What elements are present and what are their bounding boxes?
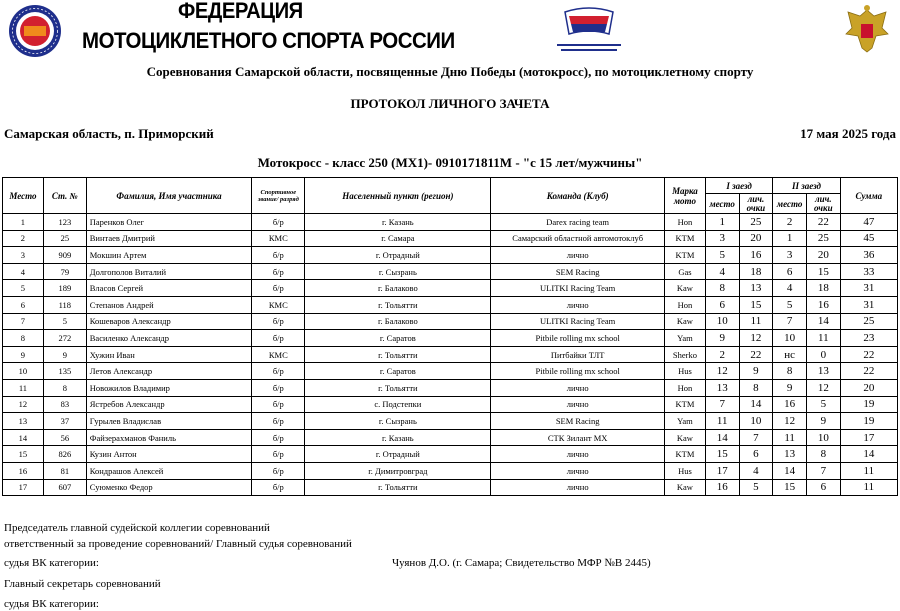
cell-race2-points: 15: [806, 263, 840, 280]
cell-start-number: 79: [43, 263, 86, 280]
cell-race1-points: 7: [739, 429, 773, 446]
cell-rank: б/р: [252, 247, 305, 264]
cell-race1-place: 9: [705, 330, 739, 347]
cell-race1-points: 20: [739, 230, 773, 247]
cell-moto-brand: Sherko: [665, 346, 706, 363]
cell-start-number: 37: [43, 413, 86, 430]
cell-race1-points: 18: [739, 263, 773, 280]
cell-team: Pitbile rolling mx school: [491, 330, 665, 347]
cell-place: 4: [3, 263, 44, 280]
cell-race2-points: 6: [806, 479, 840, 496]
cell-place: 1: [3, 214, 44, 231]
cell-race2-place: 11: [773, 429, 807, 446]
cell-total: 11: [840, 479, 897, 496]
table-row: [3, 479, 898, 496]
cell-team: лично: [491, 396, 665, 413]
cell-race1-points: 22: [739, 346, 773, 363]
cell-moto-brand: Hon: [665, 379, 706, 396]
federation-title-line1: ФЕДЕРАЦИЯ: [178, 0, 303, 23]
cell-city: г. Тольятти: [305, 379, 491, 396]
cell-total: 22: [840, 363, 897, 380]
cell-race1-points: 4: [739, 462, 773, 479]
cell-total: 36: [840, 247, 897, 264]
cell-total: 31: [840, 280, 897, 297]
table-row: [3, 330, 898, 347]
cell-place: 17: [3, 479, 44, 496]
cell-total: 45: [840, 230, 897, 247]
cell-start-number: 5: [43, 313, 86, 330]
coat-of-arms: [842, 2, 892, 56]
cell-place: 7: [3, 313, 44, 330]
cell-race2-place: 10: [773, 330, 807, 347]
cell-rank: б/р: [252, 263, 305, 280]
header-number: Ст. №: [43, 178, 86, 214]
cell-race2-place: 5: [773, 296, 807, 313]
cell-total: 23: [840, 330, 897, 347]
header-city: Населенный пункт (регион): [305, 178, 491, 214]
cell-race2-place: 12: [773, 413, 807, 430]
cell-race1-place: 4: [705, 263, 739, 280]
event-location: Самарская область, п. Приморский: [4, 126, 214, 141]
cell-start-number: 9: [43, 346, 86, 363]
results-table: [2, 177, 898, 496]
cell-team: ULITKI Racing Team: [491, 313, 665, 330]
cell-rank: КМС: [252, 230, 305, 247]
cell-rider-name: Паренков Олег: [86, 214, 252, 231]
cell-race1-place: 3: [705, 230, 739, 247]
cell-rider-name: Власов Сергей: [86, 280, 252, 297]
cell-team: лично: [491, 446, 665, 463]
header-race1-points: лич. очки: [739, 194, 773, 214]
cell-race2-place: 14: [773, 462, 807, 479]
mfr-logo: [4, 4, 66, 58]
header-place: Место: [3, 178, 44, 214]
table-row: [3, 313, 898, 330]
cell-rider-name: Файзерахманов Фаниль: [86, 429, 252, 446]
table-row: [3, 462, 898, 479]
mfr-round-emblem-icon: [4, 4, 66, 58]
cell-race1-place: 5: [705, 247, 739, 264]
header-rank: Спортивное звание/ разряд: [252, 178, 305, 214]
cell-place: 3: [3, 247, 44, 264]
cell-race2-points: 11: [806, 330, 840, 347]
cell-start-number: 272: [43, 330, 86, 347]
federation-title-line2: МОТОЦИКЛЕТНОГО СПОРТА РОССИИ: [82, 28, 455, 53]
cell-race2-points: 13: [806, 363, 840, 380]
cell-start-number: 189: [43, 280, 86, 297]
cell-rank: б/р: [252, 446, 305, 463]
cell-start-number: 8: [43, 379, 86, 396]
cell-city: г. Тольятти: [305, 479, 491, 496]
cell-race2-place: 7: [773, 313, 807, 330]
cell-rider-name: Винтаев Дмитрий: [86, 230, 252, 247]
cell-place: 6: [3, 296, 44, 313]
cell-race2-place: 8: [773, 363, 807, 380]
cell-rider-name: Летов Александр: [86, 363, 252, 380]
cell-race2-points: 25: [806, 230, 840, 247]
cell-race1-place: 11: [705, 413, 739, 430]
cell-moto-brand: Kaw: [665, 429, 706, 446]
cell-race2-points: 22: [806, 214, 840, 231]
cell-city: г. Самара: [305, 230, 491, 247]
cell-city: г. Саратов: [305, 330, 491, 347]
cell-race1-place: 2: [705, 346, 739, 363]
header-team: Команда (Клуб): [491, 178, 665, 214]
cell-total: 19: [840, 413, 897, 430]
protocol-title: ПРОТОКОЛ ЛИЧНОГО ЗАЧЕТА: [350, 96, 550, 111]
cell-place: 16: [3, 462, 44, 479]
cell-race1-place: 6: [705, 296, 739, 313]
cell-race2-points: 18: [806, 280, 840, 297]
table-row: [3, 296, 898, 313]
cell-team: лично: [491, 247, 665, 264]
cell-rider-name: Кузин Антон: [86, 446, 252, 463]
cell-city: с. Подстепки: [305, 396, 491, 413]
cell-place: 13: [3, 413, 44, 430]
cell-total: 47: [840, 214, 897, 231]
footer-secretary: Главный секретарь соревнований: [4, 578, 161, 590]
cell-start-number: 118: [43, 296, 86, 313]
cell-race1-place: 1: [705, 214, 739, 231]
table-row: [3, 214, 898, 231]
cell-team: ULITKI Racing Team: [491, 280, 665, 297]
table-row: [3, 446, 898, 463]
cell-moto-brand: Kaw: [665, 479, 706, 496]
chief-judge-name: Чуянов Д.О. (г. Самара; Свидетельство МФР №В 2445): [392, 557, 651, 569]
cell-place: 12: [3, 396, 44, 413]
cell-place: 5: [3, 280, 44, 297]
header-race2-place: место: [773, 194, 807, 214]
cell-rank: б/р: [252, 214, 305, 231]
cell-race2-points: 16: [806, 296, 840, 313]
cell-city: г. Тольятти: [305, 346, 491, 363]
table-row: [3, 413, 898, 430]
cell-start-number: 135: [43, 363, 86, 380]
cell-place: 9: [3, 346, 44, 363]
footer-judge-category: судья ВК категории:: [4, 557, 99, 569]
cell-city: г. Саратов: [305, 363, 491, 380]
cell-team: лично: [491, 479, 665, 496]
cell-start-number: 56: [43, 429, 86, 446]
fmsso-emblem-icon: [545, 4, 633, 60]
cell-rank: КМС: [252, 296, 305, 313]
cell-team: Питбайки ТЛТ: [491, 346, 665, 363]
cell-race1-place: 12: [705, 363, 739, 380]
cell-race1-points: 10: [739, 413, 773, 430]
cell-city: г. Отрадный: [305, 247, 491, 264]
cell-team: Самарский областной автомотоклуб: [491, 230, 665, 247]
cell-city: г. Казань: [305, 214, 491, 231]
cell-race1-place: 14: [705, 429, 739, 446]
cell-moto-brand: KTM: [665, 446, 706, 463]
cell-start-number: 607: [43, 479, 86, 496]
table-row: [3, 230, 898, 247]
cell-moto-brand: KTM: [665, 230, 706, 247]
cell-rider-name: Ястребов Александр: [86, 396, 252, 413]
cell-city: г. Казань: [305, 429, 491, 446]
header-race1: I заезд: [705, 178, 772, 194]
cell-race2-place: 13: [773, 446, 807, 463]
footer-chief-judge-role: ответственный за проведение соревнований/ Главный судья соревнований: [4, 538, 352, 550]
russian-eagle-coat-of-arms-icon: [842, 2, 892, 56]
cell-rank: б/р: [252, 413, 305, 430]
cell-race1-points: 12: [739, 330, 773, 347]
cell-moto-brand: Yam: [665, 330, 706, 347]
cell-race2-place: 1: [773, 230, 807, 247]
cell-rank: КМС: [252, 346, 305, 363]
cell-start-number: 83: [43, 396, 86, 413]
cell-rider-name: Василенко Александр: [86, 330, 252, 347]
cell-total: 11: [840, 462, 897, 479]
cell-race2-place: 9: [773, 379, 807, 396]
cell-total: 19: [840, 396, 897, 413]
header-moto: Марка мото: [665, 178, 706, 214]
cell-team: лично: [491, 296, 665, 313]
cell-race2-place: 4: [773, 280, 807, 297]
cell-city: г. Балаково: [305, 313, 491, 330]
cell-total: 20: [840, 379, 897, 396]
cell-city: г. Димитровград: [305, 462, 491, 479]
cell-race1-points: 6: [739, 446, 773, 463]
header-sum: Сумма: [840, 178, 897, 214]
cell-race2-points: 10: [806, 429, 840, 446]
cell-race1-place: 15: [705, 446, 739, 463]
cell-rank: б/р: [252, 429, 305, 446]
cell-race2-place: 2: [773, 214, 807, 231]
cell-total: 14: [840, 446, 897, 463]
footer-chairman: Председатель главной судейской коллегии соревнований: [4, 522, 270, 534]
cell-total: 25: [840, 313, 897, 330]
table-row: [3, 263, 898, 280]
cell-moto-brand: Gas: [665, 263, 706, 280]
cell-rank: б/р: [252, 313, 305, 330]
cell-race1-points: 14: [739, 396, 773, 413]
cell-race2-points: 0: [806, 346, 840, 363]
cell-moto-brand: Hon: [665, 214, 706, 231]
cell-race2-points: 9: [806, 413, 840, 430]
cell-race1-points: 8: [739, 379, 773, 396]
cell-rider-name: Мокшин Артем: [86, 247, 252, 264]
cell-team: SEM Racing: [491, 263, 665, 280]
cell-start-number: 123: [43, 214, 86, 231]
cell-rank: б/р: [252, 379, 305, 396]
table-row: [3, 396, 898, 413]
cell-total: 33: [840, 263, 897, 280]
cell-team: SEM Racing: [491, 413, 665, 430]
table-row: [3, 247, 898, 264]
cell-race1-place: 7: [705, 396, 739, 413]
cell-rider-name: Суюменко Федор: [86, 479, 252, 496]
cell-rider-name: Степанов Андрей: [86, 296, 252, 313]
cell-race2-points: 20: [806, 247, 840, 264]
cell-start-number: 826: [43, 446, 86, 463]
cell-rank: б/р: [252, 396, 305, 413]
cell-race1-points: 16: [739, 247, 773, 264]
cell-start-number: 909: [43, 247, 86, 264]
cell-rider-name: Новожилов Владимир: [86, 379, 252, 396]
cell-moto-brand: Hus: [665, 363, 706, 380]
cell-team: Darex racing team: [491, 214, 665, 231]
header-race2-points: лич. очки: [806, 194, 840, 214]
cell-rider-name: Кондрашов Алексей: [86, 462, 252, 479]
footer-secretary-category: судья ВК категории:: [4, 598, 99, 610]
cell-race2-points: 8: [806, 446, 840, 463]
cell-rank: б/р: [252, 330, 305, 347]
cell-race2-points: 14: [806, 313, 840, 330]
cell-start-number: 81: [43, 462, 86, 479]
cell-city: г. Балаково: [305, 280, 491, 297]
cell-moto-brand: KTM: [665, 247, 706, 264]
cell-race1-points: 11: [739, 313, 773, 330]
cell-race1-points: 13: [739, 280, 773, 297]
cell-moto-brand: Hus: [665, 462, 706, 479]
cell-race1-place: 13: [705, 379, 739, 396]
cell-race1-points: 9: [739, 363, 773, 380]
cell-place: 8: [3, 330, 44, 347]
fmsso-logo: [545, 4, 633, 60]
cell-place: 15: [3, 446, 44, 463]
cell-place: 14: [3, 429, 44, 446]
cell-race1-points: 25: [739, 214, 773, 231]
cell-rider-name: Хужин Иван: [86, 346, 252, 363]
cell-moto-brand: KTM: [665, 396, 706, 413]
header-race1-place: место: [705, 194, 739, 214]
cell-race2-points: 12: [806, 379, 840, 396]
competition-title: Соревнования Самарской области, посвященные Дню Победы (мотокросс), по мотоциклетному спорту: [146, 64, 754, 79]
header-race2: II заезд: [773, 178, 840, 194]
table-row: [3, 429, 898, 446]
cell-moto-brand: Kaw: [665, 280, 706, 297]
cell-moto-brand: Yam: [665, 413, 706, 430]
cell-place: 2: [3, 230, 44, 247]
cell-city: г. Сызрань: [305, 263, 491, 280]
cell-race1-place: 10: [705, 313, 739, 330]
cell-race2-place: 3: [773, 247, 807, 264]
cell-race2-place: 6: [773, 263, 807, 280]
cell-total: 17: [840, 429, 897, 446]
table-row: [3, 346, 898, 363]
cell-rank: б/р: [252, 462, 305, 479]
cell-place: 11: [3, 379, 44, 396]
cell-race2-place: 15: [773, 479, 807, 496]
table-row: [3, 280, 898, 297]
cell-rider-name: Гурылев Владислав: [86, 413, 252, 430]
cell-moto-brand: Kaw: [665, 313, 706, 330]
table-row: [3, 363, 898, 380]
cell-race1-place: 17: [705, 462, 739, 479]
cell-race1-place: 16: [705, 479, 739, 496]
cell-city: г. Тольятти: [305, 296, 491, 313]
cell-total: 22: [840, 346, 897, 363]
cell-moto-brand: Hon: [665, 296, 706, 313]
cell-team: Pitbile rolling mx school: [491, 363, 665, 380]
header-name: Фамилия, Имя участника: [86, 178, 252, 214]
cell-start-number: 25: [43, 230, 86, 247]
cell-race1-place: 8: [705, 280, 739, 297]
cell-rider-name: Кошеваров Александр: [86, 313, 252, 330]
cell-team: лично: [491, 379, 665, 396]
cell-rank: б/р: [252, 363, 305, 380]
cell-race1-points: 15: [739, 296, 773, 313]
cell-rank: б/р: [252, 479, 305, 496]
table-row: [3, 379, 898, 396]
cell-race2-points: 7: [806, 462, 840, 479]
cell-city: г. Сызрань: [305, 413, 491, 430]
cell-team: лично: [491, 462, 665, 479]
cell-rank: б/р: [252, 280, 305, 297]
cell-place: 10: [3, 363, 44, 380]
class-title: Мотокросс - класс 250 (MX1)- 0910171811М - "с 15 лет/мужчины": [257, 155, 643, 170]
event-date: 17 мая 2025 года: [800, 126, 896, 141]
cell-team: СТК Зилант МХ: [491, 429, 665, 446]
cell-race2-place: 16: [773, 396, 807, 413]
cell-race1-points: 5: [739, 479, 773, 496]
cell-total: 31: [840, 296, 897, 313]
cell-rider-name: Долгополов Виталий: [86, 263, 252, 280]
cell-city: г. Отрадный: [305, 446, 491, 463]
cell-race2-place: нс: [773, 346, 807, 363]
cell-race2-points: 5: [806, 396, 840, 413]
